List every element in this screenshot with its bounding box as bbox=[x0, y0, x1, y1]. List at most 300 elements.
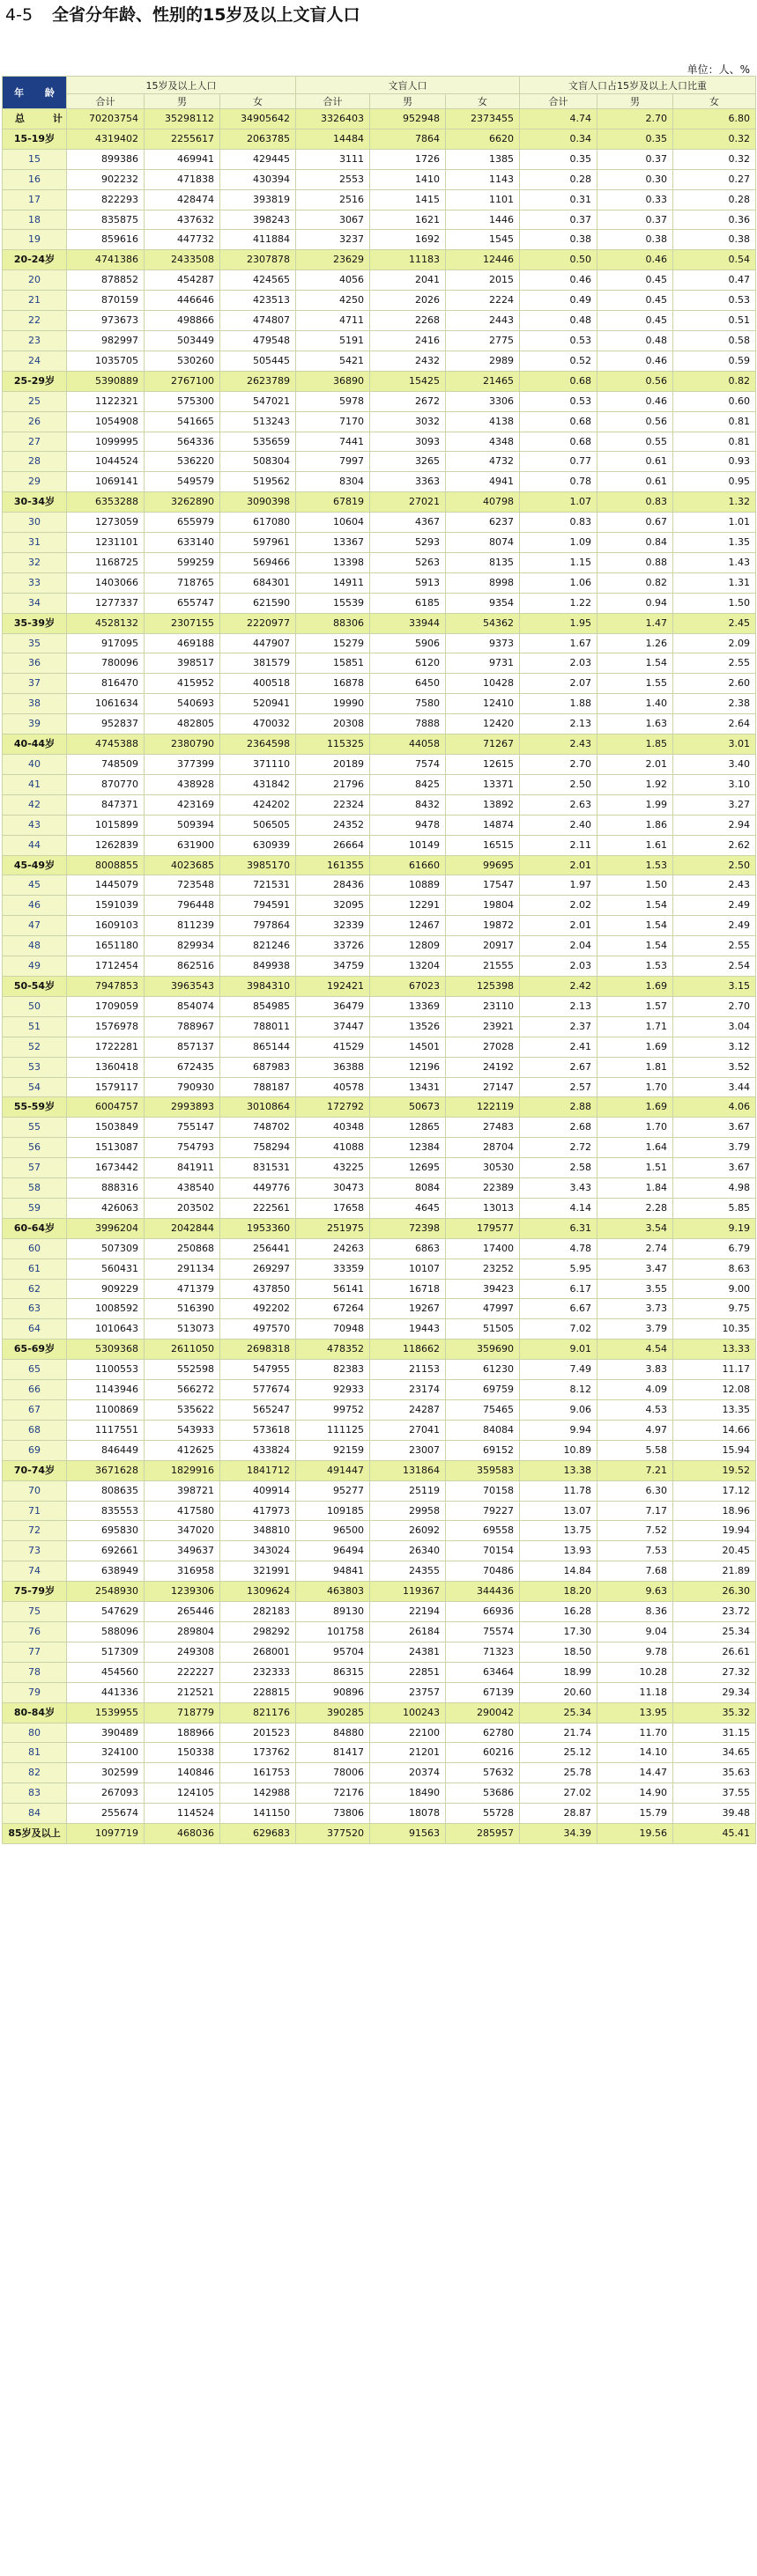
value-cell: 12467 bbox=[370, 916, 446, 936]
age-cell: 19 bbox=[3, 230, 67, 250]
value-cell: 952948 bbox=[370, 109, 446, 129]
age-cell: 39 bbox=[3, 714, 67, 734]
value-cell: 12809 bbox=[370, 936, 446, 956]
value-cell: 8084 bbox=[370, 1178, 446, 1199]
value-cell: 25.34 bbox=[673, 1621, 756, 1642]
value-cell: 2.58 bbox=[520, 1158, 597, 1178]
table-row bbox=[3, 936, 756, 956]
value-cell: 2989 bbox=[446, 351, 520, 371]
value-cell: 0.82 bbox=[673, 371, 756, 391]
table-row bbox=[3, 1662, 756, 1682]
table-row bbox=[3, 633, 756, 653]
value-cell: 2.03 bbox=[520, 956, 597, 977]
value-cell: 0.33 bbox=[597, 189, 673, 210]
value-cell: 1.31 bbox=[673, 572, 756, 593]
value-cell: 0.35 bbox=[597, 129, 673, 149]
value-cell: 428474 bbox=[145, 189, 220, 210]
table-row bbox=[3, 291, 756, 311]
value-cell: 25119 bbox=[370, 1480, 446, 1501]
value-cell: 18490 bbox=[370, 1783, 446, 1804]
value-cell: 268001 bbox=[220, 1642, 296, 1662]
value-cell: 349637 bbox=[145, 1541, 220, 1561]
value-cell: 35298112 bbox=[145, 109, 220, 129]
value-cell: 540693 bbox=[145, 694, 220, 714]
value-cell: 471838 bbox=[145, 169, 220, 189]
value-cell: 4732 bbox=[446, 452, 520, 472]
value-cell: 381579 bbox=[220, 653, 296, 674]
age-cell: 40 bbox=[3, 755, 67, 775]
table-row bbox=[3, 1521, 756, 1541]
value-cell: 655979 bbox=[145, 513, 220, 533]
value-cell: 7888 bbox=[370, 714, 446, 734]
value-cell: 32095 bbox=[296, 896, 370, 916]
table-row bbox=[3, 755, 756, 775]
value-cell: 588096 bbox=[67, 1621, 145, 1642]
value-cell: 33359 bbox=[296, 1258, 370, 1279]
value-cell: 469941 bbox=[145, 149, 220, 169]
age-cell: 69 bbox=[3, 1440, 67, 1460]
table-row bbox=[3, 1743, 756, 1763]
value-cell: 0.37 bbox=[597, 210, 673, 230]
value-cell: 19443 bbox=[370, 1319, 446, 1340]
value-cell: 40578 bbox=[296, 1077, 370, 1097]
value-cell: 429445 bbox=[220, 149, 296, 169]
value-cell: 18.99 bbox=[520, 1662, 597, 1682]
value-cell: 1.50 bbox=[673, 593, 756, 613]
value-cell: 862516 bbox=[145, 956, 220, 977]
value-cell: 1953360 bbox=[220, 1218, 296, 1238]
value-cell: 298292 bbox=[220, 1621, 296, 1642]
value-cell: 2.88 bbox=[520, 1097, 597, 1118]
value-cell: 2.57 bbox=[520, 1077, 597, 1097]
value-cell: 0.83 bbox=[520, 513, 597, 533]
value-cell: 18.50 bbox=[520, 1642, 597, 1662]
value-cell: 1539955 bbox=[67, 1702, 145, 1723]
value-cell: 21465 bbox=[446, 371, 520, 391]
value-cell: 25.12 bbox=[520, 1743, 597, 1763]
total-row bbox=[3, 109, 756, 129]
unit-note: 单位：人、% bbox=[686, 63, 750, 76]
value-cell: 31.15 bbox=[673, 1723, 756, 1743]
value-cell: 255674 bbox=[67, 1804, 145, 1824]
data-table bbox=[2, 76, 756, 1844]
age-cell: 78 bbox=[3, 1662, 67, 1682]
value-cell: 5421 bbox=[296, 351, 370, 371]
value-cell: 99695 bbox=[446, 855, 520, 875]
value-cell: 1841712 bbox=[220, 1460, 296, 1480]
value-cell: 1445079 bbox=[67, 875, 145, 896]
value-cell: 0.53 bbox=[520, 330, 597, 351]
value-cell: 411884 bbox=[220, 230, 296, 250]
value-cell: 10.35 bbox=[673, 1319, 756, 1340]
value-cell: 1.69 bbox=[597, 1037, 673, 1057]
value-cell: 2433508 bbox=[145, 250, 220, 270]
value-cell: 172792 bbox=[296, 1097, 370, 1118]
value-cell: 2.55 bbox=[673, 936, 756, 956]
value-cell: 1.35 bbox=[673, 533, 756, 553]
value-cell: 347020 bbox=[145, 1521, 220, 1541]
table-row bbox=[3, 815, 756, 835]
table-row bbox=[3, 1299, 756, 1319]
value-cell: 1.51 bbox=[597, 1158, 673, 1178]
value-cell: 982997 bbox=[67, 330, 145, 351]
value-cell: 13.33 bbox=[673, 1340, 756, 1360]
value-cell: 2416 bbox=[370, 330, 446, 351]
value-cell: 577674 bbox=[220, 1380, 296, 1400]
value-cell: 491447 bbox=[296, 1460, 370, 1480]
value-cell: 63464 bbox=[446, 1662, 520, 1682]
value-cell: 86315 bbox=[296, 1662, 370, 1682]
value-cell: 2307878 bbox=[220, 250, 296, 270]
value-cell: 2516 bbox=[296, 189, 370, 210]
value-cell: 1.86 bbox=[597, 815, 673, 835]
value-cell: 849938 bbox=[220, 956, 296, 977]
age-cell: 48 bbox=[3, 936, 67, 956]
value-cell: 423513 bbox=[220, 291, 296, 311]
age-cell: 62 bbox=[3, 1279, 67, 1299]
value-cell: 70158 bbox=[446, 1480, 520, 1501]
age-cell: 26 bbox=[3, 411, 67, 432]
value-cell: 535659 bbox=[220, 432, 296, 452]
value-cell: 30473 bbox=[296, 1178, 370, 1199]
value-cell: 3306 bbox=[446, 391, 520, 411]
value-cell: 718779 bbox=[145, 1702, 220, 1723]
value-cell: 398721 bbox=[145, 1480, 220, 1501]
value-cell: 15425 bbox=[370, 371, 446, 391]
value-cell: 835553 bbox=[67, 1501, 145, 1521]
table-row bbox=[3, 270, 756, 291]
value-cell: 847371 bbox=[67, 794, 145, 815]
value-cell: 290042 bbox=[446, 1702, 520, 1723]
table-row bbox=[3, 1037, 756, 1057]
value-cell: 43225 bbox=[296, 1158, 370, 1178]
age-cell: 29 bbox=[3, 472, 67, 492]
value-cell: 22389 bbox=[446, 1178, 520, 1199]
age-cell: 74 bbox=[3, 1561, 67, 1582]
table-row bbox=[3, 1682, 756, 1702]
value-cell: 788187 bbox=[220, 1077, 296, 1097]
value-cell: 417580 bbox=[145, 1501, 220, 1521]
value-cell: 19267 bbox=[370, 1299, 446, 1319]
value-cell: 5293 bbox=[370, 533, 446, 553]
value-cell: 1.15 bbox=[520, 552, 597, 572]
age-cell: 20-24岁 bbox=[3, 250, 67, 270]
value-cell: 503449 bbox=[145, 330, 220, 351]
age-cell: 25 bbox=[3, 391, 67, 411]
age-cell: 63 bbox=[3, 1299, 67, 1319]
value-cell: 6.30 bbox=[597, 1480, 673, 1501]
value-cell: 2623789 bbox=[220, 371, 296, 391]
value-cell: 3984310 bbox=[220, 976, 296, 996]
value-cell: 0.88 bbox=[597, 552, 673, 572]
value-cell: 35.32 bbox=[673, 1702, 756, 1723]
value-cell: 4.06 bbox=[673, 1097, 756, 1118]
age-cell: 17 bbox=[3, 189, 67, 210]
value-cell: 390489 bbox=[67, 1723, 145, 1743]
value-cell: 5913 bbox=[370, 572, 446, 593]
value-cell: 1360418 bbox=[67, 1057, 145, 1077]
age-cell: 50 bbox=[3, 996, 67, 1016]
value-cell: 463803 bbox=[296, 1582, 370, 1602]
value-cell: 94841 bbox=[296, 1561, 370, 1582]
value-cell: 19.94 bbox=[673, 1521, 756, 1541]
value-cell: 638949 bbox=[67, 1561, 145, 1582]
value-cell: 377520 bbox=[296, 1824, 370, 1844]
value-cell: 13.75 bbox=[520, 1521, 597, 1541]
value-cell: 10.89 bbox=[520, 1440, 597, 1460]
value-cell: 520941 bbox=[220, 694, 296, 714]
value-cell: 15851 bbox=[296, 653, 370, 674]
value-cell: 829934 bbox=[145, 936, 220, 956]
table-row bbox=[3, 1440, 756, 1460]
value-cell: 0.53 bbox=[673, 291, 756, 311]
value-cell: 1.81 bbox=[597, 1057, 673, 1077]
value-cell: 12410 bbox=[446, 694, 520, 714]
value-cell: 0.55 bbox=[597, 432, 673, 452]
value-cell: 1100553 bbox=[67, 1360, 145, 1380]
value-cell: 25.78 bbox=[520, 1763, 597, 1783]
value-cell: 2380790 bbox=[145, 734, 220, 755]
value-cell: 909229 bbox=[67, 1279, 145, 1299]
value-cell: 2255617 bbox=[145, 129, 220, 149]
value-cell: 1.01 bbox=[673, 513, 756, 533]
value-cell: 0.47 bbox=[673, 270, 756, 291]
value-cell: 1.06 bbox=[520, 572, 597, 593]
value-cell: 8.36 bbox=[597, 1602, 673, 1622]
value-cell: 13.93 bbox=[520, 1541, 597, 1561]
value-cell: 161355 bbox=[296, 855, 370, 875]
value-cell: 796448 bbox=[145, 896, 220, 916]
table-row bbox=[3, 1541, 756, 1561]
value-cell: 0.81 bbox=[673, 432, 756, 452]
value-cell: 70203754 bbox=[67, 109, 145, 129]
value-cell: 251975 bbox=[296, 1218, 370, 1238]
value-cell: 0.48 bbox=[520, 311, 597, 331]
value-cell: 393819 bbox=[220, 189, 296, 210]
value-cell: 471379 bbox=[145, 1279, 220, 1299]
table-row bbox=[3, 230, 756, 250]
value-cell: 1.88 bbox=[520, 694, 597, 714]
value-cell: 617080 bbox=[220, 513, 296, 533]
value-cell: 0.52 bbox=[520, 351, 597, 371]
age-cell: 58 bbox=[3, 1178, 67, 1199]
value-cell: 2.01 bbox=[520, 855, 597, 875]
value-cell: 21.74 bbox=[520, 1723, 597, 1743]
value-cell: 13371 bbox=[446, 774, 520, 794]
table-row bbox=[3, 1319, 756, 1340]
value-cell: 371110 bbox=[220, 755, 296, 775]
age-cell: 总 计 bbox=[3, 109, 67, 129]
value-cell: 630939 bbox=[220, 835, 296, 855]
table-row bbox=[3, 1561, 756, 1582]
value-cell: 1591039 bbox=[67, 896, 145, 916]
age-cell: 20 bbox=[3, 270, 67, 291]
age-group-row bbox=[3, 492, 756, 513]
value-cell: 1100869 bbox=[67, 1400, 145, 1421]
value-cell: 348810 bbox=[220, 1521, 296, 1541]
value-cell: 1.54 bbox=[597, 936, 673, 956]
age-cell: 71 bbox=[3, 1501, 67, 1521]
value-cell: 1099995 bbox=[67, 432, 145, 452]
value-cell: 36479 bbox=[296, 996, 370, 1016]
value-cell: 398517 bbox=[145, 653, 220, 674]
value-cell: 2.68 bbox=[520, 1118, 597, 1138]
value-cell: 9.01 bbox=[520, 1340, 597, 1360]
sub-header: 合计 bbox=[520, 94, 597, 109]
value-cell: 1008592 bbox=[67, 1299, 145, 1319]
value-cell: 0.93 bbox=[673, 452, 756, 472]
value-cell: 424202 bbox=[220, 794, 296, 815]
value-cell: 469188 bbox=[145, 633, 220, 653]
value-cell: 857137 bbox=[145, 1037, 220, 1057]
table-row bbox=[3, 311, 756, 331]
value-cell: 1.61 bbox=[597, 835, 673, 855]
value-cell: 552598 bbox=[145, 1360, 220, 1380]
value-cell: 517309 bbox=[67, 1642, 145, 1662]
value-cell: 0.30 bbox=[597, 169, 673, 189]
age-cell: 23 bbox=[3, 330, 67, 351]
value-cell: 2.49 bbox=[673, 916, 756, 936]
value-cell: 67023 bbox=[370, 976, 446, 996]
value-cell: 57632 bbox=[446, 1763, 520, 1783]
value-cell: 723548 bbox=[145, 875, 220, 896]
value-cell: 3262890 bbox=[145, 492, 220, 513]
value-cell: 1726 bbox=[370, 149, 446, 169]
value-cell: 899386 bbox=[67, 149, 145, 169]
value-cell: 321991 bbox=[220, 1561, 296, 1582]
value-cell: 13431 bbox=[370, 1077, 446, 1097]
value-cell: 7.49 bbox=[520, 1360, 597, 1380]
value-cell: 9.75 bbox=[673, 1299, 756, 1319]
value-cell: 62780 bbox=[446, 1723, 520, 1743]
value-cell: 81417 bbox=[296, 1743, 370, 1763]
value-cell: 2.64 bbox=[673, 714, 756, 734]
value-cell: 513073 bbox=[145, 1319, 220, 1340]
value-cell: 1.54 bbox=[597, 653, 673, 674]
value-cell: 25.34 bbox=[520, 1702, 597, 1723]
value-cell: 811239 bbox=[145, 916, 220, 936]
value-cell: 7.02 bbox=[520, 1319, 597, 1340]
value-cell: 203502 bbox=[145, 1198, 220, 1218]
value-cell: 6185 bbox=[370, 593, 446, 613]
value-cell: 1.64 bbox=[597, 1138, 673, 1158]
value-cell: 21201 bbox=[370, 1743, 446, 1763]
table-row bbox=[3, 1118, 756, 1138]
group-header-ratio: 文盲人口占15岁及以上人口比重 bbox=[520, 77, 756, 94]
value-cell: 36388 bbox=[296, 1057, 370, 1077]
value-cell: 1651180 bbox=[67, 936, 145, 956]
value-cell: 1403066 bbox=[67, 572, 145, 593]
value-cell: 1.22 bbox=[520, 593, 597, 613]
value-cell: 12196 bbox=[370, 1057, 446, 1077]
value-cell: 13892 bbox=[446, 794, 520, 815]
value-cell: 8074 bbox=[446, 533, 520, 553]
value-cell: 1.69 bbox=[597, 976, 673, 996]
age-cell: 66 bbox=[3, 1380, 67, 1400]
value-cell: 1.26 bbox=[597, 633, 673, 653]
value-cell: 7170 bbox=[296, 411, 370, 432]
value-cell: 1385 bbox=[446, 149, 520, 169]
value-cell: 846449 bbox=[67, 1440, 145, 1460]
age-cell: 51 bbox=[3, 1016, 67, 1037]
value-cell: 2.72 bbox=[520, 1138, 597, 1158]
value-cell: 695830 bbox=[67, 1521, 145, 1541]
value-cell: 11.78 bbox=[520, 1480, 597, 1501]
age-cell: 57 bbox=[3, 1158, 67, 1178]
table-row bbox=[3, 996, 756, 1016]
value-cell: 4711 bbox=[296, 311, 370, 331]
age-cell: 25-29岁 bbox=[3, 371, 67, 391]
value-cell: 3.12 bbox=[673, 1037, 756, 1057]
value-cell: 27.32 bbox=[673, 1662, 756, 1682]
value-cell: 506505 bbox=[220, 815, 296, 835]
value-cell: 9354 bbox=[446, 593, 520, 613]
value-cell: 3.67 bbox=[673, 1118, 756, 1138]
value-cell: 19804 bbox=[446, 896, 520, 916]
table-row bbox=[3, 653, 756, 674]
value-cell: 91563 bbox=[370, 1824, 446, 1844]
value-cell: 8998 bbox=[446, 572, 520, 593]
value-cell: 12420 bbox=[446, 714, 520, 734]
value-cell: 3111 bbox=[296, 149, 370, 169]
value-cell: 79227 bbox=[446, 1501, 520, 1521]
value-cell: 508304 bbox=[220, 452, 296, 472]
value-cell: 27483 bbox=[446, 1118, 520, 1138]
value-cell: 1.50 bbox=[597, 875, 673, 896]
value-cell: 2.50 bbox=[520, 774, 597, 794]
value-cell: 8008855 bbox=[67, 855, 145, 875]
age-cell: 36 bbox=[3, 653, 67, 674]
value-cell: 0.81 bbox=[673, 411, 756, 432]
value-cell: 282183 bbox=[220, 1602, 296, 1622]
value-cell: 2443 bbox=[446, 311, 520, 331]
value-cell: 23629 bbox=[296, 250, 370, 270]
value-cell: 426063 bbox=[67, 1198, 145, 1218]
value-cell: 3.83 bbox=[597, 1360, 673, 1380]
value-cell: 99752 bbox=[296, 1400, 370, 1421]
value-cell: 2.28 bbox=[597, 1198, 673, 1218]
value-cell: 14.66 bbox=[673, 1420, 756, 1440]
value-cell: 4528132 bbox=[67, 613, 145, 633]
value-cell: 430394 bbox=[220, 169, 296, 189]
age-group-row bbox=[3, 1097, 756, 1118]
value-cell: 2.55 bbox=[673, 653, 756, 674]
value-cell: 1.92 bbox=[597, 774, 673, 794]
value-cell: 26664 bbox=[296, 835, 370, 855]
value-cell: 11183 bbox=[370, 250, 446, 270]
value-cell: 40798 bbox=[446, 492, 520, 513]
value-cell: 4138 bbox=[446, 411, 520, 432]
value-cell: 125398 bbox=[446, 976, 520, 996]
value-cell: 84880 bbox=[296, 1723, 370, 1743]
value-cell: 3.40 bbox=[673, 755, 756, 775]
age-cell: 68 bbox=[3, 1420, 67, 1440]
value-cell: 47997 bbox=[446, 1299, 520, 1319]
value-cell: 2.67 bbox=[520, 1057, 597, 1077]
value-cell: 2015 bbox=[446, 270, 520, 291]
value-cell: 10.28 bbox=[597, 1662, 673, 1682]
value-cell: 566272 bbox=[145, 1380, 220, 1400]
sub-header: 男 bbox=[370, 94, 446, 109]
value-cell: 5.95 bbox=[520, 1258, 597, 1279]
value-cell: 4250 bbox=[296, 291, 370, 311]
value-cell: 45.41 bbox=[673, 1824, 756, 1844]
value-cell: 21.89 bbox=[673, 1561, 756, 1582]
table-row bbox=[3, 774, 756, 794]
value-cell: 324100 bbox=[67, 1743, 145, 1763]
sub-header: 女 bbox=[446, 94, 520, 109]
value-cell: 2.50 bbox=[673, 855, 756, 875]
